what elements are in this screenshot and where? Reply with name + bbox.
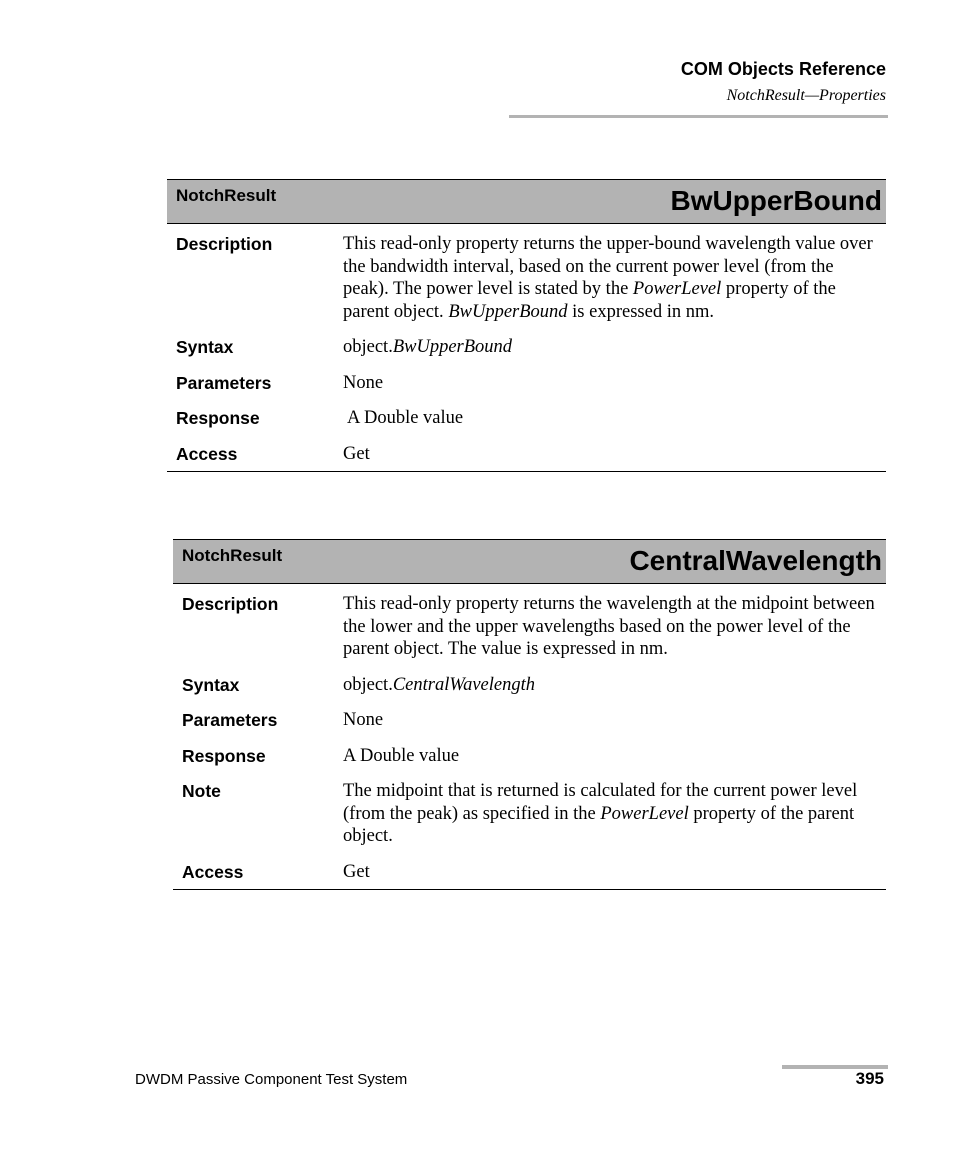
chapter-title: COM Objects Reference bbox=[680, 59, 886, 79]
access-label: Access bbox=[182, 861, 244, 882]
note-value bbox=[343, 780, 883, 848]
syntax-label: Syntax bbox=[176, 337, 234, 357]
description-value bbox=[343, 233, 878, 323]
object-name: NotchResult bbox=[176, 186, 277, 205]
property-name: CentralWavelength bbox=[629, 545, 882, 576]
object-name: NotchResult bbox=[182, 546, 283, 565]
description-label: Description bbox=[182, 594, 279, 614]
note-text: The midpoint that is returned is calculated for the current power level (from the peak) as specified in the bbox=[343, 781, 858, 824]
response-label: Response bbox=[182, 745, 266, 766]
description-ref: BwUpperBound bbox=[448, 301, 568, 322]
syntax-prefix: object. bbox=[343, 337, 393, 357]
access-value: Get bbox=[343, 861, 370, 882]
footer-title: DWDM Passive Component Test System bbox=[135, 1071, 408, 1088]
syntax-row bbox=[173, 674, 886, 697]
syntax-value bbox=[343, 336, 878, 359]
response-row bbox=[167, 407, 886, 430]
response-value: A Double value bbox=[343, 745, 460, 766]
property-table-header bbox=[173, 539, 886, 584]
response-value: A Double value bbox=[347, 408, 464, 428]
parameters-label: Parameters bbox=[182, 710, 278, 730]
syntax-label: Syntax bbox=[182, 674, 240, 695]
property-name: BwUpperBound bbox=[670, 185, 882, 216]
property-table-bwupperbound bbox=[167, 179, 886, 472]
description-ref: PowerLevel bbox=[632, 279, 722, 299]
note-ref: PowerLevel bbox=[600, 803, 689, 824]
syntax-row bbox=[167, 336, 886, 359]
parameters-row bbox=[173, 709, 886, 732]
parameters-label: Parameters bbox=[176, 372, 272, 393]
description-value: This read-only property returns the wavelength at the midpoint between the lower and the upper wavelengths based on the power level of the parent object. The value is expressed in nm. bbox=[343, 594, 875, 659]
property-table-header bbox=[167, 179, 886, 224]
description-text: is expressed in nm. bbox=[567, 301, 714, 322]
access-row bbox=[167, 443, 886, 466]
section-title: NotchResult—Properties bbox=[726, 87, 886, 104]
note-label: Note bbox=[182, 781, 221, 801]
note-row bbox=[173, 780, 886, 848]
running-head bbox=[681, 58, 886, 106]
syntax-name: CentralWavelength bbox=[392, 674, 535, 695]
description-label: Description bbox=[176, 234, 273, 254]
description-row bbox=[167, 233, 886, 323]
access-value: Get bbox=[343, 443, 370, 464]
response-label: Response bbox=[176, 408, 260, 428]
parameters-value: None bbox=[343, 372, 384, 393]
page-number: 395 bbox=[855, 1069, 884, 1088]
description-row bbox=[173, 593, 886, 661]
parameters-row bbox=[167, 372, 886, 395]
note-text: property of the parent object. bbox=[343, 803, 855, 846]
property-table-centralwavelength bbox=[173, 539, 886, 890]
access-row bbox=[173, 861, 886, 884]
syntax-name: BwUpperBound bbox=[392, 337, 513, 357]
header-divider bbox=[509, 115, 888, 118]
description-text: This read-only property returns the upper-bound wavelength value over the bandwidth interval, based on the current power level (from the peak). The power level is stated by the bbox=[343, 234, 873, 299]
response-row bbox=[173, 745, 886, 768]
access-label: Access bbox=[176, 443, 238, 464]
parameters-value: None bbox=[343, 710, 384, 730]
description-text: property of the parent object. bbox=[343, 279, 836, 322]
syntax-value bbox=[343, 674, 883, 697]
syntax-prefix: object. bbox=[343, 674, 393, 695]
